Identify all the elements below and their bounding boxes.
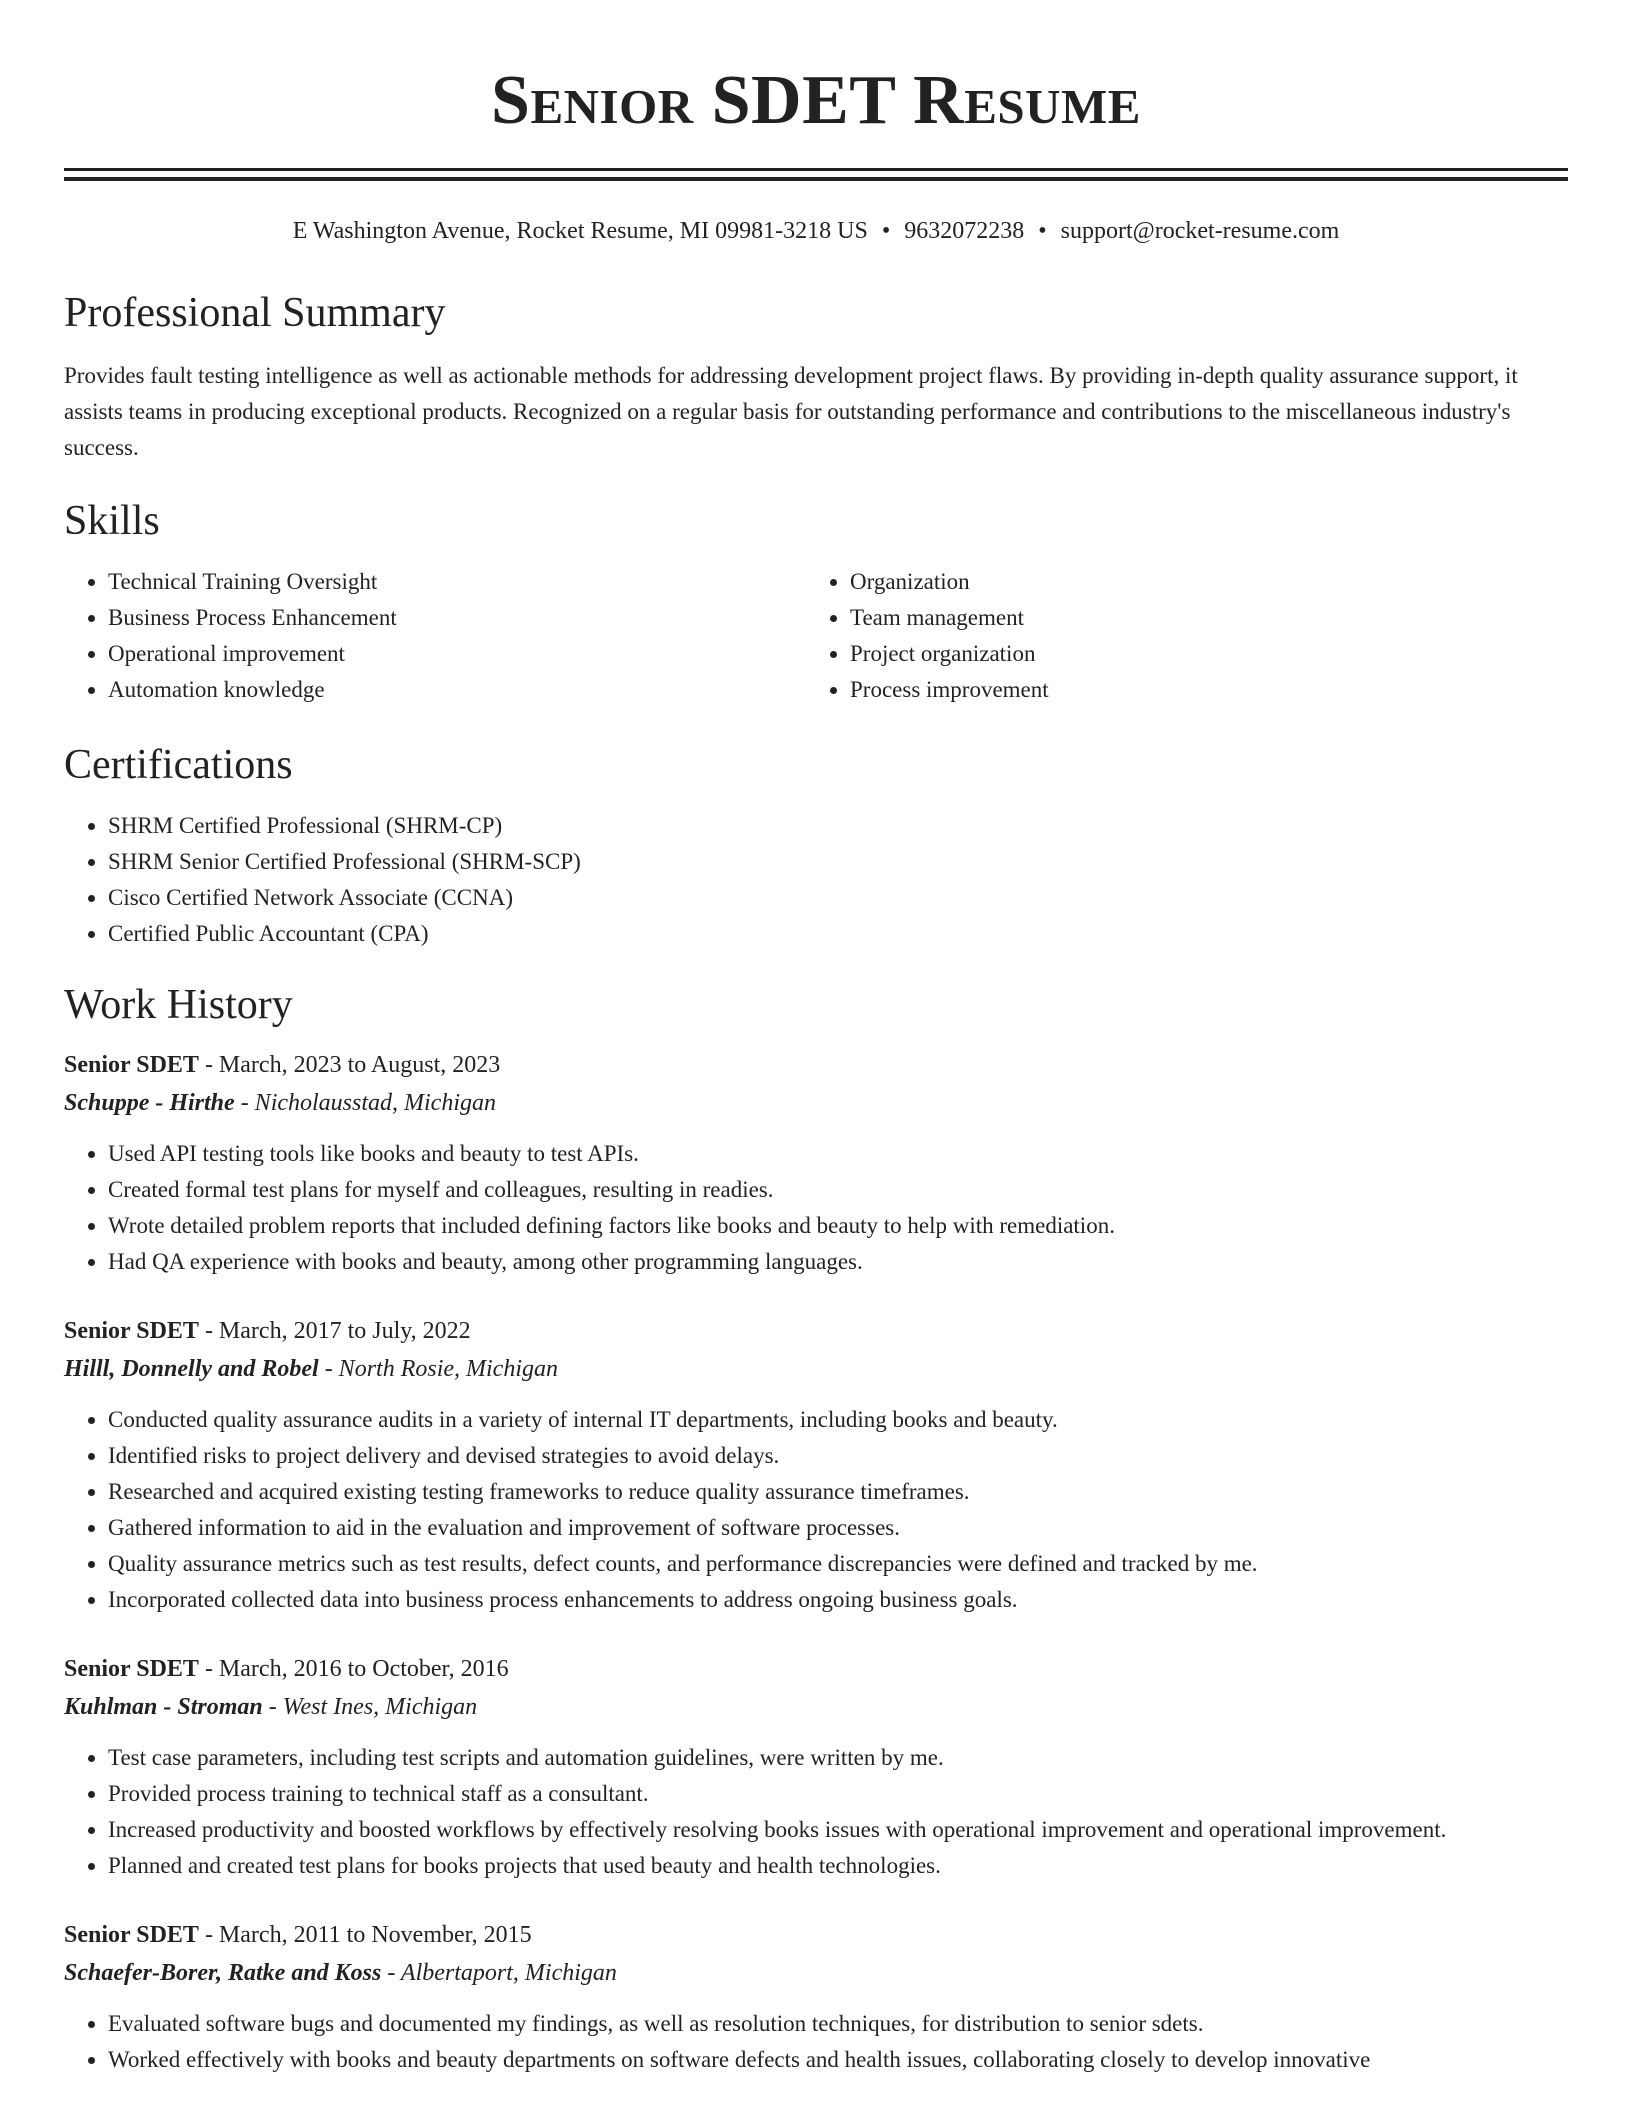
certification-item: • SHRM Senior Certified Professional (SHRM-SCP) xyxy=(108,844,1568,880)
job-bullets xyxy=(64,1402,1568,1618)
job-entry xyxy=(64,1312,1568,1618)
skills-list-right xyxy=(806,564,1548,708)
job-entry xyxy=(64,1650,1568,1884)
skills-heading: Skills xyxy=(64,498,160,544)
job-bullet: • Had QA experience with books and beauty, among other programming languages. xyxy=(108,1244,1568,1280)
title-divider xyxy=(64,168,1568,181)
resume-title: Senior SDET Resume xyxy=(491,62,1141,139)
job-dates: - March, 2023 to August, 2023 xyxy=(198,1052,501,1078)
skill-item: • Automation knowledge xyxy=(108,672,806,708)
company-name: Schaefer-Borer, Ratke and Koss xyxy=(64,1960,382,1986)
job-bullet: • Researched and acquired existing testing frameworks to reduce quality assurance timeframes. xyxy=(108,1474,1568,1510)
company-line xyxy=(64,1688,1568,1726)
job-title-line xyxy=(64,1650,1568,1688)
job-dates: - March, 2017 to July, 2022 xyxy=(198,1318,471,1344)
job-title: Senior SDET xyxy=(64,1922,199,1948)
job-title: Senior SDET xyxy=(64,1052,199,1078)
skills-list-left xyxy=(64,564,806,708)
job-bullets xyxy=(64,1740,1568,1884)
work-history-heading: Work History xyxy=(64,982,293,1028)
certification-item: • Certified Public Accountant (CPA) xyxy=(108,916,1568,952)
job-bullet: • Worked effectively with books and beauty departments on software defects and health issues, collaborating closely to develop innovative xyxy=(108,2042,1568,2078)
skill-item: • Operational improvement xyxy=(108,636,806,672)
skill-item: • Project organization xyxy=(850,636,1548,672)
certification-item: • SHRM Certified Professional (SHRM-CP) xyxy=(108,808,1568,844)
company-line xyxy=(64,1350,1568,1388)
job-title-line xyxy=(64,1312,1568,1350)
contact-line xyxy=(64,216,1568,246)
skill-item: • Business Process Enhancement xyxy=(108,600,806,636)
summary-heading: Professional Summary xyxy=(64,290,446,336)
company-line xyxy=(64,1084,1568,1122)
contact-separator: • xyxy=(1038,218,1047,244)
summary-text: Provides fault testing intelligence as well as actionable methods for addressing development project flaws. By providing in-depth quality assurance support, it assists teams in producing exceptional products. Recognized on a regular basis for outstanding performance and contributions to the miscellaneous industry's success. xyxy=(64,363,1518,460)
job-bullets xyxy=(64,1136,1568,1280)
job-title-line xyxy=(64,1916,1568,1954)
company-name: Schuppe - Hirthe xyxy=(64,1090,235,1116)
job-bullet: • Gathered information to aid in the evaluation and improvement of software processes. xyxy=(108,1510,1568,1546)
skills-column-right xyxy=(806,564,1548,708)
company-line xyxy=(64,1954,1568,1992)
skill-item: • Process improvement xyxy=(850,672,1548,708)
company-location: - Nicholausstad, Michigan xyxy=(234,1090,497,1116)
job-bullet: • Evaluated software bugs and documented my findings, as well as resolution techniques, for distribution to senior sdets. xyxy=(108,2006,1568,2042)
job-bullet: • Conducted quality assurance audits in a variety of internal IT departments, including books and beauty. xyxy=(108,1402,1568,1438)
job-bullet: • Wrote detailed problem reports that included defining factors like books and beauty to help with remediation. xyxy=(108,1208,1568,1244)
job-entry xyxy=(64,1916,1568,2078)
certification-item: • Cisco Certified Network Associate (CCNA) xyxy=(108,880,1568,916)
skill-item: • Technical Training Oversight xyxy=(108,564,806,600)
job-bullet: • Quality assurance metrics such as test results, defect counts, and performance discrepancies were defined and tracked by me. xyxy=(108,1546,1568,1582)
job-bullet: • Planned and created test plans for books projects that used beauty and health technologies. xyxy=(108,1848,1568,1884)
company-name: Kuhlman - Stroman xyxy=(64,1694,263,1720)
job-dates: - March, 2011 to November, 2015 xyxy=(198,1922,532,1948)
certifications-heading: Certifications xyxy=(64,742,293,788)
job-title: Senior SDET xyxy=(64,1318,199,1344)
company-location: - Albertaport, Michigan xyxy=(381,1960,617,1986)
job-bullet: • Provided process training to technical staff as a consultant. xyxy=(108,1776,1568,1812)
certifications-list xyxy=(64,808,1568,952)
contact-phone: 9632072238 xyxy=(904,218,1025,244)
job-bullet: • Increased productivity and boosted workflows by effectively resolving books issues with operational improvement and operational improvement. xyxy=(108,1812,1568,1848)
job-entry xyxy=(64,1046,1568,1280)
contact-separator: • xyxy=(881,218,891,244)
job-bullet: • Identified risks to project delivery and devised strategies to avoid delays. xyxy=(108,1438,1568,1474)
job-bullet: • Created formal test plans for myself and colleagues, resulting in readies. xyxy=(108,1172,1568,1208)
job-title: Senior SDET xyxy=(64,1656,199,1682)
job-dates: - March, 2016 to October, 2016 xyxy=(198,1656,509,1682)
company-location: - West Ines, Michigan xyxy=(262,1694,478,1720)
company-name: Hilll, Donnelly and Robel xyxy=(64,1356,319,1382)
contact-email: support@rocket-resume.com xyxy=(1060,218,1340,244)
company-location: - North Rosie, Michigan xyxy=(318,1356,558,1382)
skill-item: • Organization xyxy=(850,564,1548,600)
job-bullet: • Incorporated collected data into business process enhancements to address ongoing business goals. xyxy=(108,1582,1568,1618)
job-title-line xyxy=(64,1046,1568,1084)
job-bullets xyxy=(64,2006,1568,2078)
contact-address: E Washington Avenue, Rocket Resume, MI 09981-3218 US xyxy=(292,218,868,244)
skills-grid xyxy=(64,564,1568,708)
job-bullet: • Test case parameters, including test scripts and automation guidelines, were written by me. xyxy=(108,1740,1568,1776)
skills-column-left xyxy=(64,564,806,708)
skill-item: • Team management xyxy=(850,600,1548,636)
job-bullet: • Used API testing tools like books and beauty to test APIs. xyxy=(108,1136,1568,1172)
